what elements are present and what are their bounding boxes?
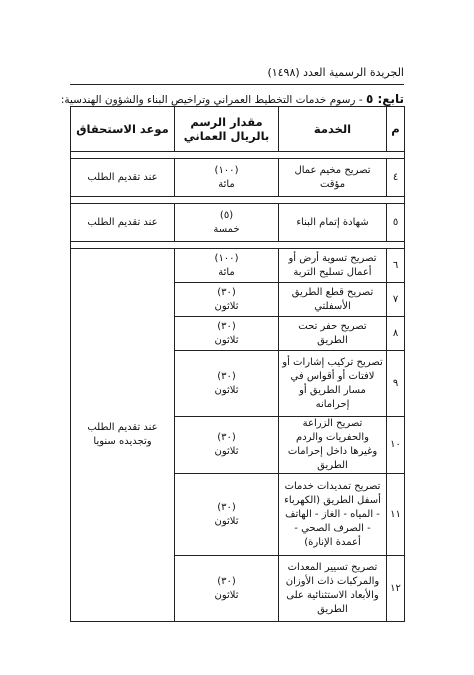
row-num: ٩ [387,351,405,417]
row-fee: (٣٠) ثلاثون [175,317,279,351]
subtitle-text: - رسوم خدمات التخطيط العمراني وتراخيص البناء والشؤون الهندسية: [60,94,366,106]
row-fee: (١٠٠) مائة [175,159,279,197]
row-service: تصريح تسوية أرض أو أعمال تسليح التربة [279,249,387,283]
header-fee: مقدار الرسم بالريال العماني [175,107,279,152]
row-fee: (١٠٠) مائة [175,249,279,283]
row-fee: (٥) خمسة [175,204,279,242]
table-row [71,159,405,197]
row-num: ١١ [387,474,405,556]
row-fee: (٣٠) ثلاثون [175,474,279,556]
row-fee: (٣٠) ثلاثون [175,556,279,622]
row-service: شهادة إتمام البناء [279,204,387,242]
row-service: تصريح تسيير المعدات والمركبات ذات الأوزان والأبعاد الاستثنائية على الطريق [279,556,387,622]
fees-table [70,106,405,622]
row-num: ٧ [387,283,405,317]
row-service: تصريح الزراعة والحفريات والردم وغيرها داخل إحرامات الطريق [279,417,387,474]
subtitle-lead: تابع: ٥ [365,92,404,106]
row-fee: (٣٠) ثلاثون [175,351,279,417]
row-due: عند تقديم الطلب [71,204,175,242]
header-divider [70,84,404,85]
row-due: عند تقديم الطلب [71,159,175,197]
row-num: ١٠ [387,417,405,474]
row-num: ٤ [387,159,405,197]
section-subtitle [60,92,404,106]
row-fee: (٣٠) ثلاثون [175,417,279,474]
header-num: م [387,107,405,152]
row-service: تصريح قطع الطريق الأسفلتي [279,283,387,317]
table-row [71,249,405,283]
header-due: موعد الاستحقاق [71,107,175,152]
row-service: تصريح مخيم عمال مؤقت [279,159,387,197]
header-service: الخدمة [279,107,387,152]
row-num: ١٢ [387,556,405,622]
row-service: تصريح حفر تحت الطريق [279,317,387,351]
row-num: ٨ [387,317,405,351]
row-fee: (٣٠) ثلاثون [175,283,279,317]
row-service: تصريح تمديدات خدمات أسفل الطريق (الكهرباء - المياه - الغاز - الهاتف - الصرف الصحي - أعمدة الإنارة) [279,474,387,556]
table-header-row [71,107,405,152]
merged-due: عند تقديم الطلب وتجديده سنويا [71,249,175,622]
gazette-header: الجريدة الرسمية العدد (١٤٩٨) [267,66,404,79]
row-num: ٥ [387,204,405,242]
row-num: ٦ [387,249,405,283]
table-row [71,204,405,242]
row-service: تصريح تركيب إشارات أو لافتات أو أقواس في مسار الطريق أو إحرامانه [279,351,387,417]
